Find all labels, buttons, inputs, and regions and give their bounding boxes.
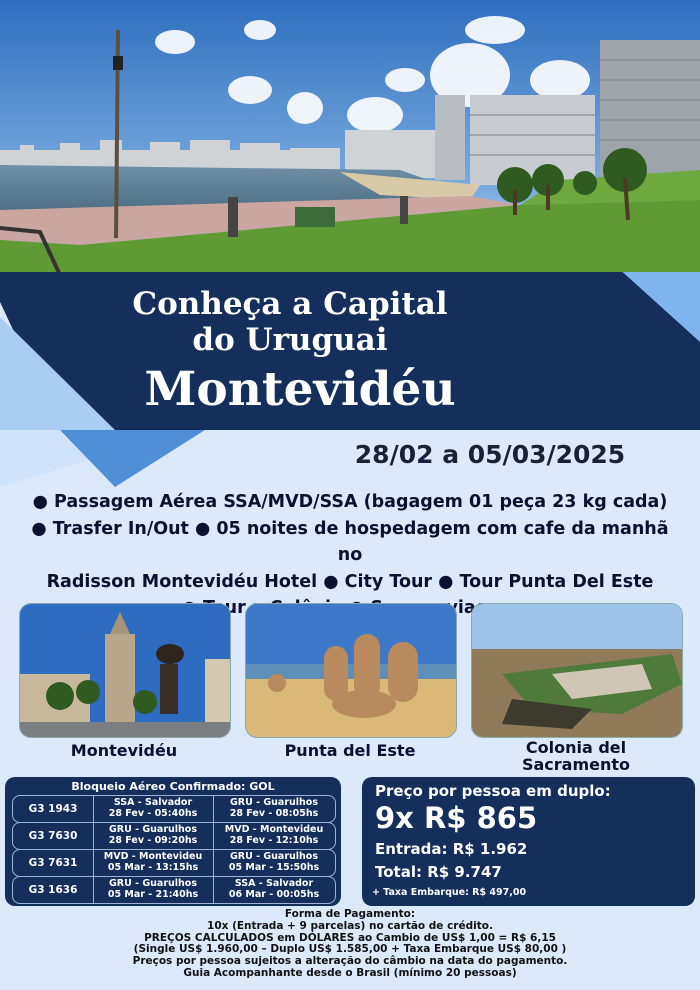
flight-code: G3 1636 [28, 884, 78, 896]
travel-dates: 28/02 a 05/03/2025 [354, 440, 626, 469]
flight-code: G3 7630 [28, 830, 78, 842]
flight-row [12, 822, 336, 850]
flight-block-title: Bloqueio Aéreo Confirmado: GOL [71, 780, 275, 793]
flight-row [12, 876, 336, 904]
include-line: ● Passagem Aérea SSA/MVD/SSA (bagagem 01 peça 23 kg cada) [32, 492, 668, 512]
flight-departure: GRU - Guarulhos 05 Mar - 21:40hs [107, 878, 199, 900]
photo-caption: Punta del Este [284, 741, 416, 760]
photo-montevideu [19, 603, 231, 738]
flight-departure: GRU - Guarulhos 28 Fev - 09:20hs [108, 824, 198, 846]
flight-arrival: GRU - Guarulhos 28 Fev - 08:05hs [229, 797, 319, 819]
flight-code: G3 1943 [28, 803, 78, 815]
caption-line: Colonia del [525, 738, 627, 757]
flight-arrival: SSA - Salvador 06 Mar - 00:05hs [228, 878, 320, 900]
payment-info [40, 909, 660, 980]
flight-arrival: GRU - Guarulhos 05 Mar - 15:50hs [228, 851, 320, 873]
price-box [362, 777, 695, 906]
include-line: Radisson Montevidéu Hotel ● City Tour ● Tour Punta Del Este [46, 571, 654, 592]
payment-line: Preços por pessoa sujeitos a alteração do câmbio na data do pagamento. [132, 955, 568, 968]
package-includes [18, 489, 682, 622]
payment-line: PREÇOS CALCULADOS em DÓLARES ao Cambio de US$ 1,00 = R$ 6,15 [144, 931, 556, 944]
price-entrada: Entrada: R$ 1.962 [375, 840, 528, 858]
payment-line: Forma de Pagamento: [284, 908, 416, 920]
price-total: Total: R$ 9.747 [375, 863, 502, 881]
flight-arrival: MVD - Montevideu 28 Fev - 12:10hs [224, 824, 324, 846]
payment-line: 10x (Entrada + 9 parcelas) no cartão de crédito. [207, 919, 493, 932]
include-line: ● Trasfer In/Out ● 05 noites de hospedagem com cafe da manhã no [31, 518, 669, 565]
flight-departure: SSA - Salvador 28 Fev - 05:40hs [108, 797, 198, 819]
title-line-1: Conheça a Capital [132, 286, 448, 322]
photo-caption: Montevidéu [70, 741, 178, 760]
hero-photo [0, 0, 700, 275]
price-installments: 9x R$ 865 [375, 801, 538, 835]
payment-line: Guia Acompanhante desde o Brasil (mínimo 20 pessoas) [183, 966, 517, 979]
caption-line: Sacramento [521, 755, 631, 774]
flight-code: G3 7631 [28, 857, 78, 869]
price-tax: + Taxa Embarque: R$ 497,00 [372, 887, 527, 898]
title-city: Montevidéu [144, 362, 456, 417]
photo-punta-del-este [245, 603, 457, 738]
title-line-2: do Uruguai [192, 322, 388, 358]
photo-colonia-del-sacramento [471, 603, 683, 738]
payment-line: (Single US$ 1.960,00 – Duplo US$ 1.585,00 + Taxa Embarque US$ 80,00 ) [133, 943, 567, 956]
flight-row [12, 849, 336, 877]
flight-row [12, 795, 336, 823]
photo-caption [471, 739, 681, 773]
price-label: Preço por pessoa em duplo: [375, 782, 611, 800]
flight-departure: MVD - Montevideu 05 Mar - 13:15hs [103, 851, 203, 873]
